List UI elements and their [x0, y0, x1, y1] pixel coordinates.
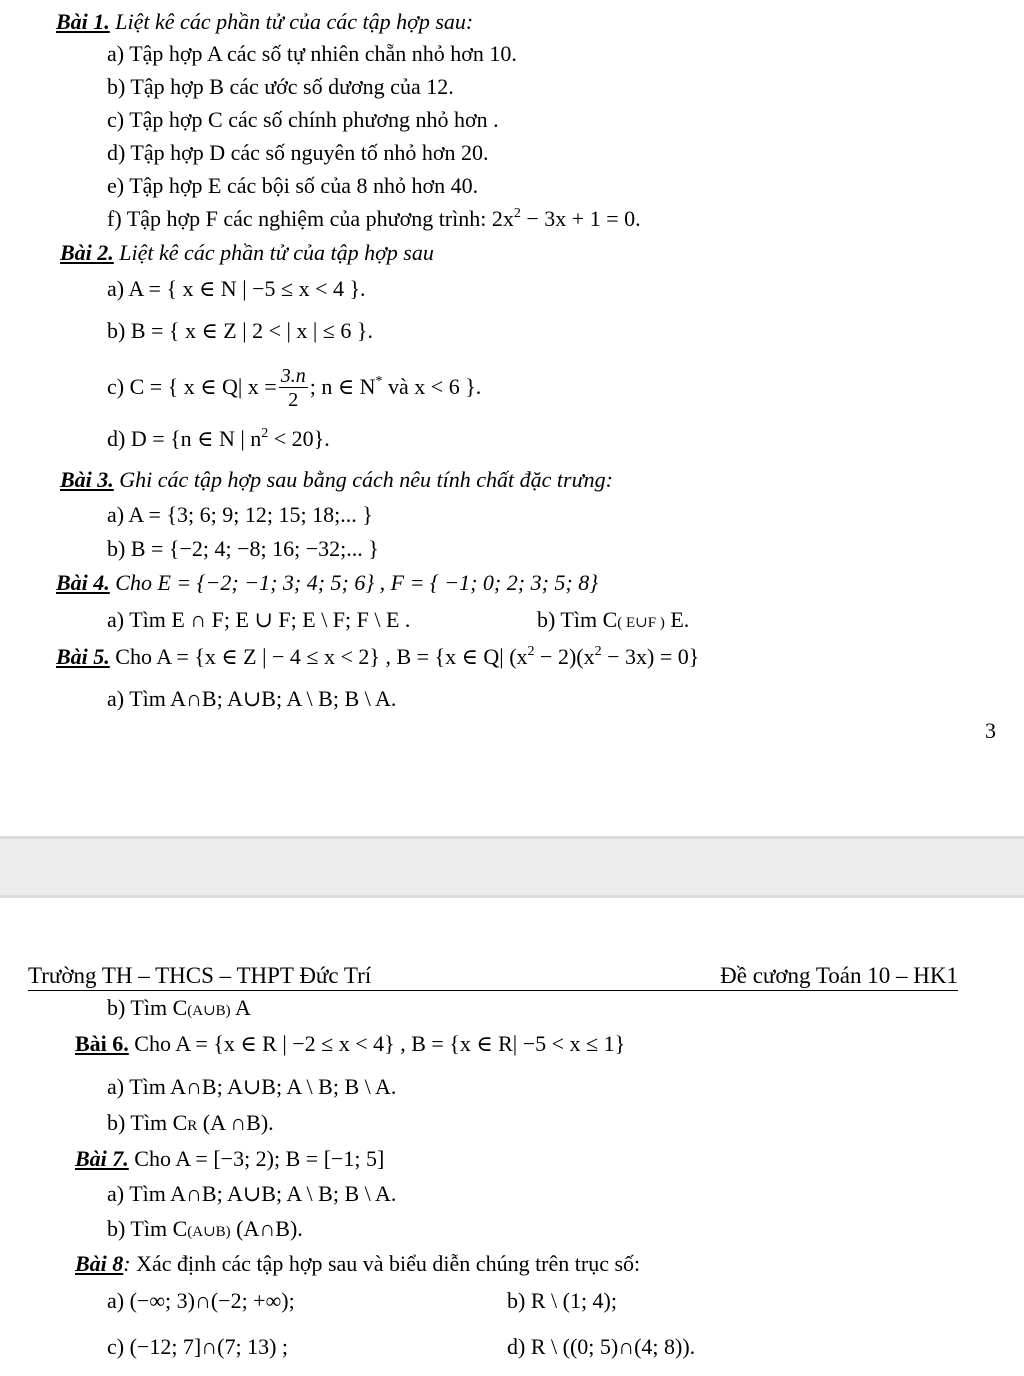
page-number: 3 [985, 718, 996, 743]
bai7-b-prefix: b) Tìm C [107, 1216, 188, 1241]
bai2-d [107, 425, 330, 457]
bai5-b-subscript: (A∪B) [187, 1003, 231, 1019]
bai8-label: Bài 8 [75, 1251, 124, 1276]
bai6-heading [75, 1030, 625, 1058]
bai2-c-suffix: và x < 6 }. [382, 374, 482, 399]
bai8-d: d) R \ ((0; 5)∩(4; 8)). [507, 1334, 696, 1359]
bai3-title: Ghi các tập hợp sau bằng cách nêu tính chất đặc trưng: [113, 467, 613, 492]
header-course: Đề cương Toán 10 – HK1 [720, 963, 958, 988]
bai4-title: Cho E = {−2; −1; 3; 4; 5; 6} , F = { −1; 0; 2; 3; 5; 8} [109, 570, 599, 595]
bai4-b [537, 606, 689, 637]
bai1-title: Liệt kê các phần tử của các tập hợp sau: [109, 9, 474, 34]
bai6-b-subscript: R [187, 1118, 198, 1134]
bai5-b-suffix: A [230, 995, 251, 1020]
bai2-c-mid: ; n ∈ N [309, 374, 376, 399]
bai6-b [107, 1109, 274, 1140]
bai5-label: Bài 5. [56, 644, 110, 669]
bai3-a: a) A = {3; 6; 9; 12; 15; 18;... } [107, 502, 373, 527]
bai1-f-suffix: − 3x + 1 = 0. [520, 206, 641, 231]
bai7-label: Bài 7. [75, 1146, 129, 1171]
bai7-a: a) Tìm A∩B; A∪B; A \ B; B \ A. [107, 1181, 397, 1206]
bai5-exponent-1: 2 [527, 644, 535, 659]
bai6-b-suffix: (A ∩B). [197, 1110, 274, 1135]
header-school: Trường TH – THCS – THPT Đức Trí [28, 963, 372, 988]
bai6-b-prefix: b) Tìm C [107, 1110, 188, 1135]
bai5-heading [56, 643, 699, 675]
bai1-f-exponent: 2 [513, 206, 521, 221]
bai5-title-suffix: − 3x) = 0} [601, 644, 700, 669]
bai4-b-prefix: b) Tìm C [537, 607, 618, 632]
bai2-d-prefix: d) D = {n ∈ N | n [107, 426, 262, 451]
bai7-b [107, 1215, 303, 1246]
bai3-label: Bài 3. [60, 467, 114, 492]
bai8-b: b) R \ (1; 4); [507, 1288, 617, 1313]
bai1-heading [56, 8, 473, 36]
bai8-c: c) (−12; 7]∩(7; 13) ; [107, 1334, 289, 1359]
bai6-label: Bài 6. [75, 1031, 129, 1056]
bai1-d: d) Tập hợp D các số nguyên tố nhỏ hơn 20. [107, 140, 489, 165]
bai2-heading [60, 239, 434, 267]
bai1-b: b) Tập hợp B các ước số dương của 12. [107, 74, 454, 99]
bai1-e: e) Tập hợp E các bội số của 8 nhỏ hơn 40. [107, 173, 479, 198]
bai5-title: Cho A = {x ∈ Z | − 4 ≤ x < 2} , B = {x ∈ Q| (x [109, 644, 528, 669]
bai8-title: Xác định các tập hợp sau và biểu diễn chúng trên trục số: [130, 1251, 641, 1276]
bai2-label: Bài 2. [60, 240, 114, 265]
bai3-heading [60, 466, 613, 494]
bai5-b-prefix: b) Tìm C [107, 995, 188, 1020]
bai2-title: Liệt kê các phần tử của tập hợp sau [113, 240, 434, 265]
bai2-b: b) B = { x ∈ Z | 2 < | x | ≤ 6 }. [107, 318, 373, 343]
bai2-d-exponent: 2 [261, 426, 269, 441]
bai3-b: b) B = {−2; 4; −8; 16; −32;... } [107, 536, 379, 561]
bai1-label: Bài 1. [56, 9, 110, 34]
bai2-c-denominator: 2 [288, 389, 299, 412]
bai7-title: Cho A = [−3; 2); B = [−1; 5] [128, 1146, 385, 1171]
bai8-colon: : [123, 1251, 131, 1276]
bai7-b-subscript: (A∪B) [187, 1224, 231, 1240]
bai2-a: a) A = { x ∈ N | −5 ≤ x < 4 }. [107, 276, 366, 301]
bai4-b-subscript: ( E∪F ) [617, 615, 665, 631]
bai2-c-fraction [279, 365, 308, 412]
bai1-c: c) Tập hợp C các số chính phương nhỏ hơn . [107, 107, 499, 132]
bai2-c-star: * [375, 374, 383, 389]
bai2-c-prefix: c) C = { x ∈ Q| x = [107, 374, 277, 399]
bai7-b-suffix: (A∩B). [230, 1216, 303, 1241]
bai2-c [107, 358, 481, 420]
bai2-c-numerator: 3.n [280, 365, 306, 388]
bai6-a: a) Tìm A∩B; A∪B; A \ B; B \ A. [107, 1074, 397, 1099]
bai2-d-suffix: < 20}. [268, 426, 330, 451]
bai1-f [107, 205, 641, 237]
bai7-heading [75, 1145, 384, 1173]
bai4-label: Bài 4. [56, 570, 110, 595]
page-header [28, 962, 958, 991]
bai6-title: Cho A = {x ∈ R | −2 ≤ x < 4} , B = {x ∈ R| −5 < x ≤ 1} [128, 1031, 626, 1056]
page-gap [0, 836, 1024, 898]
bai1-a: a) Tập hợp A các số tự nhiên chẵn nhỏ hơn 10. [107, 41, 517, 66]
bai4-heading [56, 569, 598, 597]
bai8-heading [75, 1250, 640, 1278]
bai4-b-suffix: E. [664, 607, 690, 632]
bai1-f-prefix: f) Tập hợp F các nghiệm của phương trình: 2x [107, 206, 514, 231]
bai5-exponent-2: 2 [594, 644, 602, 659]
bai5-a: a) Tìm A∩B; A∪B; A \ B; B \ A. [107, 686, 397, 711]
bai8-a: a) (−∞; 3)∩(−2; +∞); [107, 1288, 295, 1313]
bai5-title-mid: − 2)(x [534, 644, 595, 669]
bai4-a: a) Tìm E ∩ F; E ∪ F; E \ F; F \ E . [107, 607, 411, 632]
bai5-b [107, 994, 251, 1025]
